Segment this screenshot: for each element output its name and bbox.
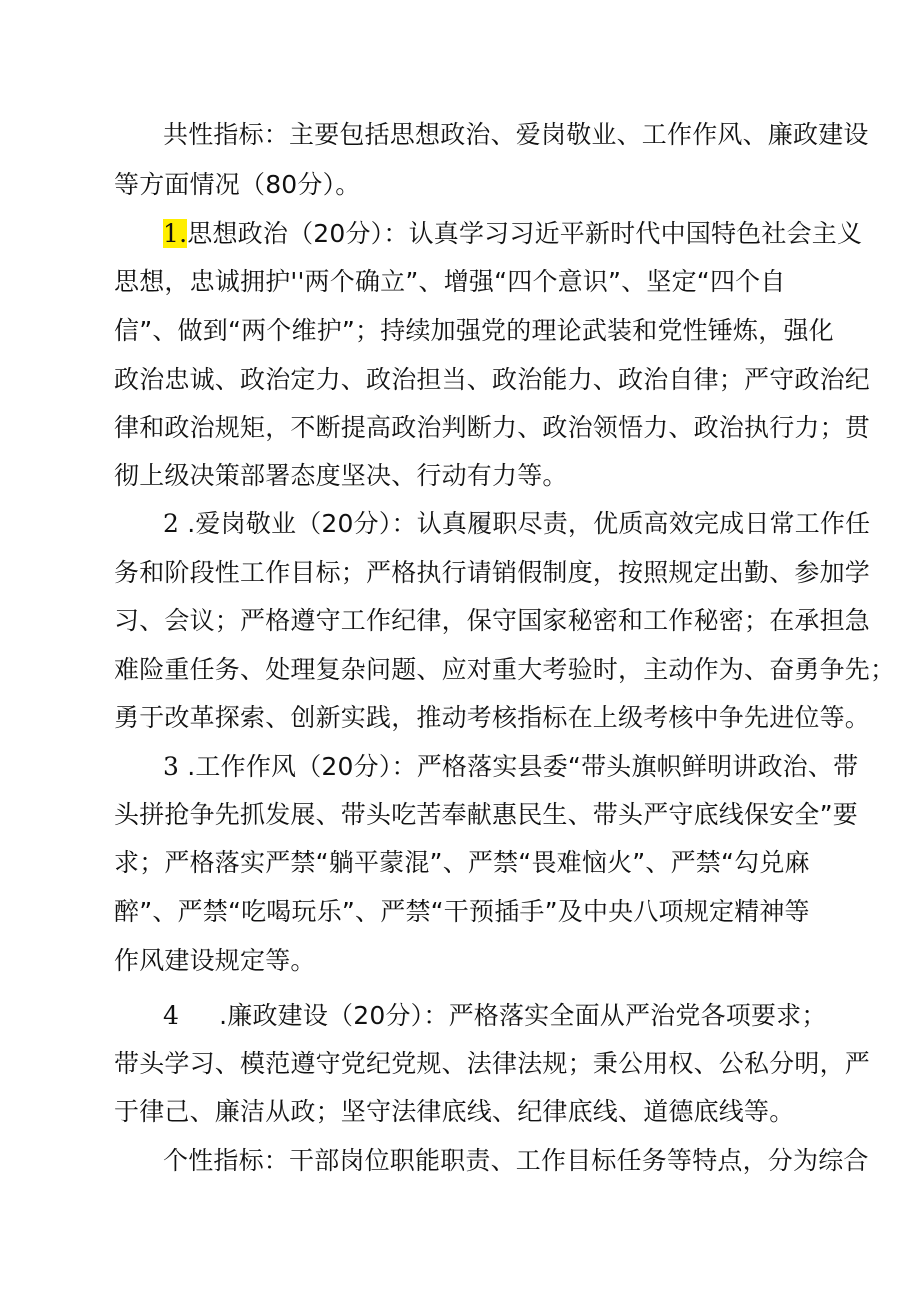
- item-2-number: 2: [163, 509, 180, 538]
- item-2-line-4: 难险重任务、处理复杂问题、应对重大考验时，主动作为、奋勇争先；: [114, 655, 896, 684]
- item-1-line-2: 思想，忠诚拥护''两个确立”、增强“四个意识”、坚定“四个自: [114, 267, 786, 296]
- item-1-line-4: 政治忠诚、政治定力、政治担当、政治能力、政治自律；严守政治纪: [114, 365, 871, 394]
- item-3-line-3: 求；严格落实严禁“躺平蒙混”、严禁“畏难恼火”、严禁“勾兑麻: [114, 848, 810, 877]
- item-3-line-5: 作风建设规定等。: [114, 946, 316, 975]
- item-1-line-3: 信”、做到“两个维护”；持续加强党的理论武装和党性锤炼，强化: [114, 316, 834, 345]
- item-3-line-1: [163, 751, 858, 783]
- item-2-line-2: 务和阶段性工作目标；严格执行请销假制度，按照规定出勤、参加学: [114, 558, 871, 587]
- item-3-number: 3: [163, 752, 180, 781]
- item-2-line-3: 习、会议；严格遵守工作纪律，保守国家秘密和工作秘密；在承担急: [114, 606, 871, 635]
- item-1-line-1: [163, 218, 862, 250]
- item-4-line-1: [163, 1000, 827, 1032]
- item-4-number: 4: [163, 1001, 180, 1030]
- general-indicator-line-1: 共性指标：主要包括思想政治、爱岗敬业、工作作风、廉政建设: [163, 120, 869, 149]
- item-3-line-2: 头拼抢争先抓发展、带头吃苦奉献惠民生、带头严守底线保安全”要: [114, 800, 858, 829]
- general-indicator-line-2: 等方面情况（80分）。: [114, 170, 361, 199]
- item-4-line-2: 带头学习、模范遵守党纪党规、法律法规；秉公用权、公私分明，严: [114, 1049, 871, 1078]
- item-1-line-6: 彻上级决策部署态度坚决、行动有力等。: [114, 461, 568, 490]
- item-2-line-5: 勇于改革探索、创新实践，推动考核指标在上级考核中争先进位等。: [114, 703, 871, 732]
- individual-indicator-line-1: 个性指标：干部岗位职能职责、工作目标任务等特点，分为综合: [163, 1146, 869, 1175]
- item-3-line-4: 醉”、严禁“吃喝玩乐”、严禁“干预插手”及中央八项规定精神等: [114, 897, 810, 926]
- item-1-heading-text: 思想政治（20分）：认真学习习近平新时代中国特色社会主义: [187, 219, 863, 248]
- item-2-heading-text: .爱岗敬业（20分）：认真履职尽责，优质高效完成日常工作任: [187, 509, 871, 538]
- item-4-line-3: 于律己、廉洁从政；坚守法律底线、纪律底线、道德底线等。: [114, 1097, 795, 1126]
- item-1-line-5: 律和政治规矩，不断提高政治判断力、政治领悟力、政治执行力；贯: [114, 413, 871, 442]
- item-1-number-highlight: 1.: [163, 219, 188, 248]
- item-4-heading-text: .廉政建设（20分）：严格落实全面从严治党各项要求；: [219, 1001, 827, 1030]
- item-2-line-1: [163, 508, 870, 540]
- item-3-heading-text: .工作作风（20分）：严格落实县委“带头旗帜鲜明讲政治、带: [187, 752, 859, 781]
